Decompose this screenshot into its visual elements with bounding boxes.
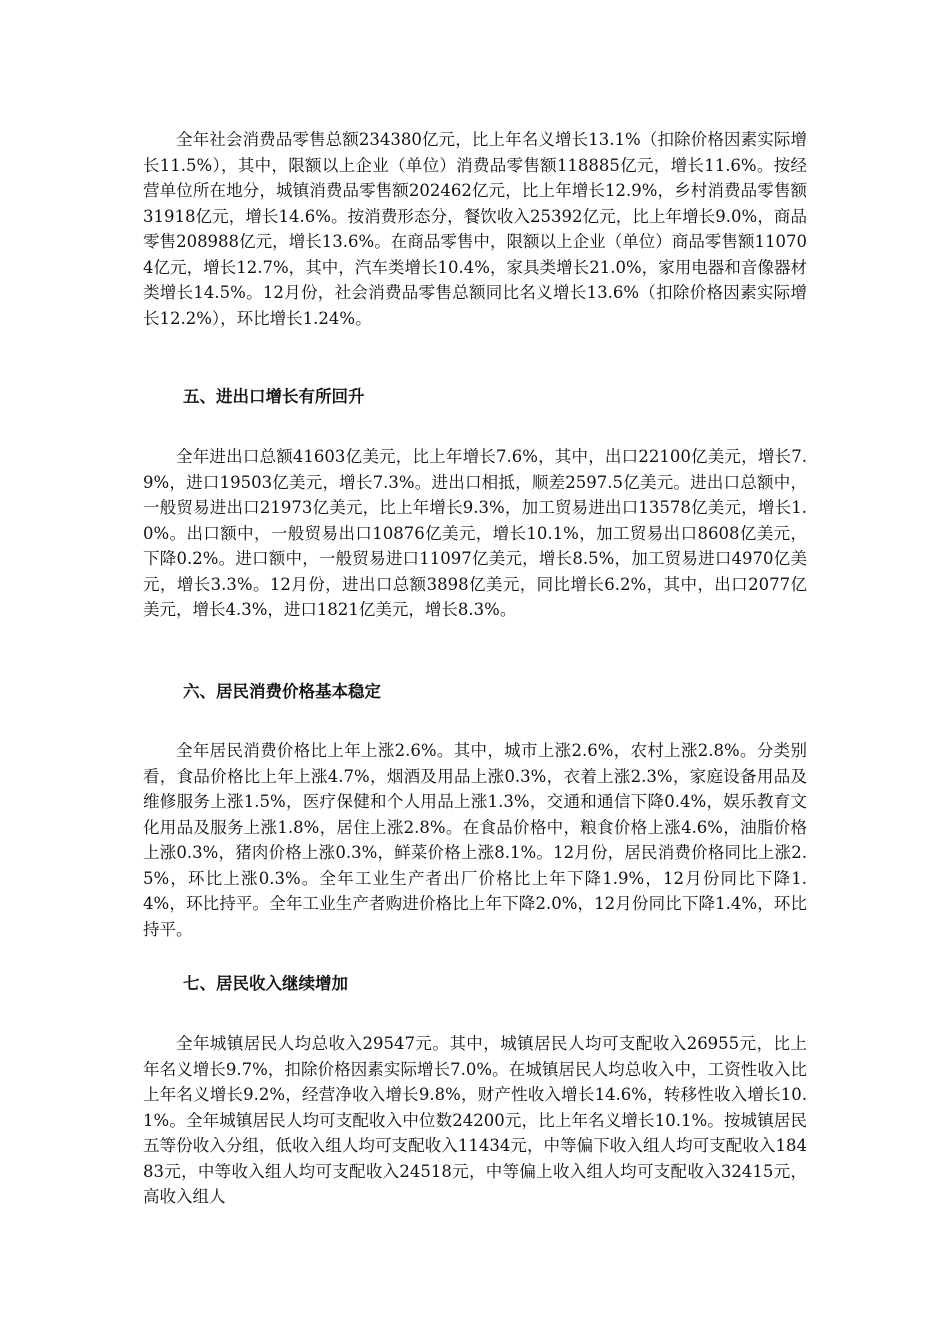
paragraph-income: 全年城镇居民人均总收入29547元。其中，城镇居民人均可支配收入26955元，比上年名义增长9.7%，扣除价格因素实际增长7.0%。在城镇居民人均总收入中，工资性收入比上年名义增长9.2%，经营净收入增长9.8%，财产性收入增长14.6%，转移性收入增长10.1%。全年城镇居民人均可支配收入中位数24200元，比上年名义增长10.1%。按城镇居民五等份收入分组，低收入组人均可支配收入11434元，中等偏下收入组人均可支配收入18483元，中等收入组人均可支配收入24518元，中等偏上收入组人均可支配收入32415元，高收入组人 [143, 1034, 807, 1206]
section-heading-income: 七、居民收入继续增加 [183, 974, 348, 993]
paragraph-retail-sales: 全年社会消费品零售总额234380亿元，比上年名义增长13.1%（扣除价格因素实际增长11.5%），其中，限额以上企业（单位）消费品零售额118885亿元，增长11.6%。按经营单位所在地分，城镇消费品零售额202462亿元，比上年增长12.9%，乡村消费品零售额31918亿元，增长14.6%。按消费形态分，餐饮收入25392亿元，比上年增长9.0%，商品零售208988亿元，增长13.6%。在商品零售中，限额以上企业（单位）商品零售额110704亿元，增长12.7%，其中，汽车类增长10.4%，家具类增长21.0%，家用电器和音像器材类增长14.5%。12月份，社会消费品零售总额同比名义增长13.6%（扣除价格因素实际增长12.2%），环比增长1.24%。 [143, 130, 807, 328]
paragraph-trade: 全年进出口总额41603亿美元，比上年增长7.6%，其中，出口22100亿美元，增长7.9%，进口19503亿美元，增长7.3%。进出口相抵，顺差2597.5亿美元。进出口总额中，一般贸易进出口21973亿美元，比上年增长9.3%，加工贸易进出口13578亿美元，增长1.0%。出口额中，一般贸易出口10876亿美元，增长10.1%，加工贸易出口8608亿美元，下降0.2%。进口额中，一般贸易进口11097亿美元，增长8.5%，加工贸易进口4970亿美元，增长3.3%。12月份，进出口总额3898亿美元，同比增长6.2%，其中，出口2077亿美元，增长4.3%，进口1821亿美元，增长8.3%。 [143, 447, 807, 619]
paragraph-prices: 全年居民消费价格比上年上涨2.6%。其中，城市上涨2.6%，农村上涨2.8%。分类别看，食品价格比上年上涨4.7%，烟酒及用品上涨0.3%，衣着上涨2.3%，家庭设备用品及维修服务上涨1.5%，医疗保健和个人用品上涨1.3%，交通和通信下降0.4%，娱乐教育文化用品及服务上涨1.8%，居住上涨2.8%。在食品价格中，粮食价格上涨4.6%，油脂价格上涨0.3%，猪肉价格上涨0.3%，鲜菜价格上涨8.1%。12月份，居民消费价格同比上涨2.5%，环比上涨0.3%。全年工业生产者出厂价格比上年下降1.9%，12月份同比下降1.4%，环比持平。全年工业生产者购进价格比上年下降2.0%，12月份同比下降1.4%，环比持平。 [143, 741, 807, 939]
section-heading-prices: 六、居民消费价格基本稳定 [183, 682, 381, 701]
section-heading-trade: 五、进出口增长有所回升 [183, 387, 365, 406]
